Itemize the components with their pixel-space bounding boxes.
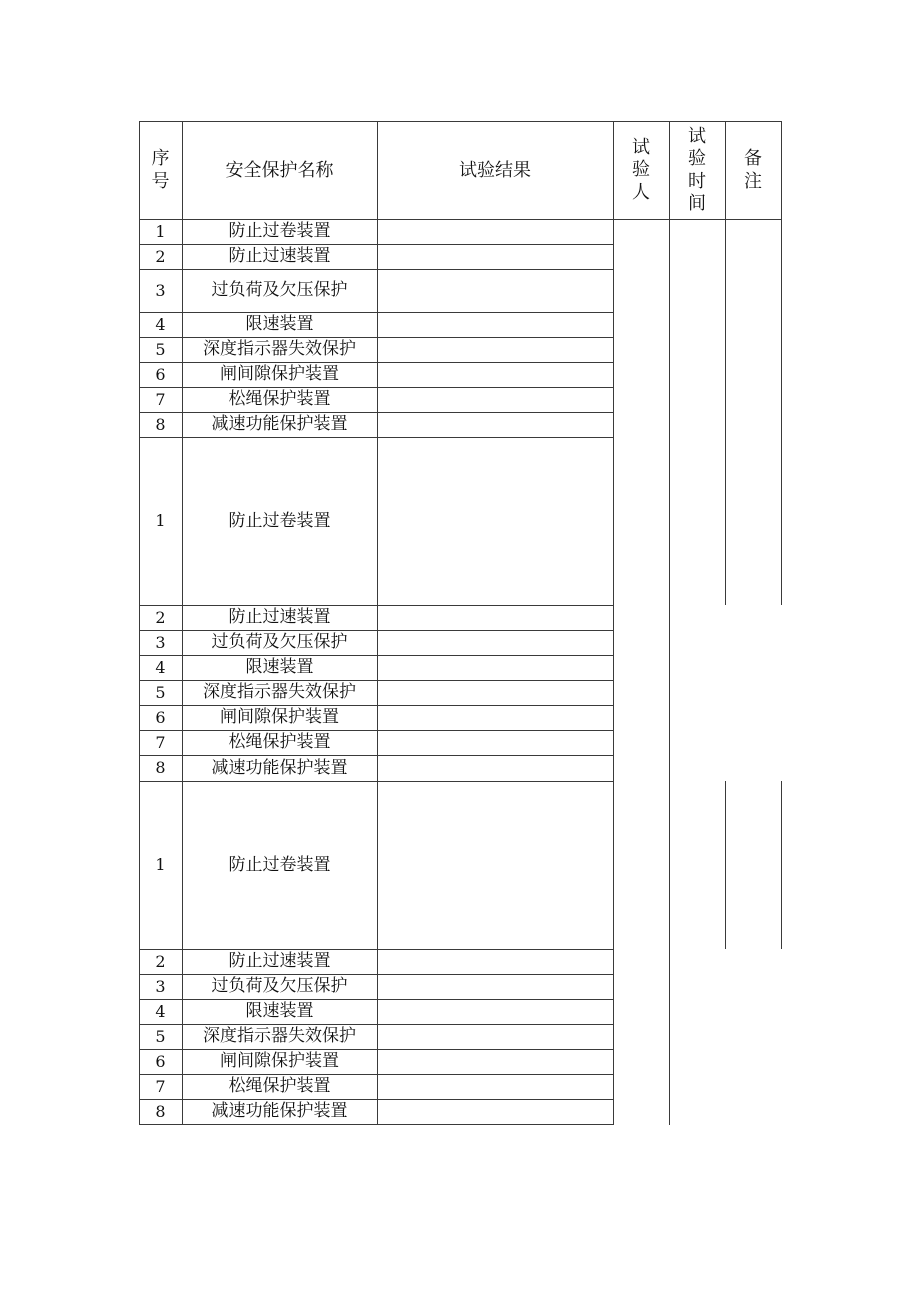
col-divider-name <box>377 121 378 1125</box>
row-divider <box>139 705 613 706</box>
row-number: 4 <box>155 314 166 334</box>
header-time-char: 时 <box>688 170 706 192</box>
row-number: 8 <box>155 1101 166 1121</box>
row-result[interactable] <box>377 781 613 949</box>
row-result[interactable] <box>377 269 613 312</box>
table-border-right <box>781 121 782 605</box>
header-test-result: 试验结果 <box>459 159 531 181</box>
row-divider <box>139 337 613 338</box>
row-result[interactable] <box>377 605 613 630</box>
row-result[interactable] <box>377 219 613 244</box>
header-time-char: 试 <box>688 125 706 147</box>
row-number: 7 <box>155 389 166 409</box>
row-divider <box>139 269 613 270</box>
row-divider <box>139 1049 613 1050</box>
row-number: 6 <box>155 1051 166 1071</box>
header-tester-char: 验 <box>632 159 650 181</box>
row-number: 3 <box>155 976 166 996</box>
row-protection-name: 限速装置 <box>245 1001 314 1021</box>
row-number: 8 <box>155 758 166 777</box>
row-result[interactable] <box>377 337 613 362</box>
row-number: 8 <box>155 414 166 434</box>
row-number: 4 <box>155 657 166 677</box>
row-protection-name: 防止过速装置 <box>228 951 331 971</box>
row-divider <box>139 781 613 782</box>
header-test-time <box>669 122 725 219</box>
header-divider <box>139 219 781 220</box>
row-number: 6 <box>155 364 166 384</box>
row-result[interactable] <box>377 362 613 387</box>
row-divider <box>139 387 613 388</box>
row-result[interactable] <box>377 974 613 999</box>
row-protection-name: 闸间隙保护装置 <box>220 364 339 384</box>
row-divider <box>139 974 613 975</box>
row-number: 5 <box>155 682 166 702</box>
row-protection-name: 闸间隙保护装置 <box>220 1051 339 1071</box>
row-protection-name: 防止过卷装置 <box>228 221 331 241</box>
header-time-char: 验 <box>688 148 706 169</box>
row-protection-name: 深度指示器失效保护 <box>203 682 356 702</box>
row-protection-name: 过负荷及欠压保护 <box>211 632 348 652</box>
row-divider <box>139 362 613 363</box>
row-protection-name: 过负荷及欠压保护 <box>211 280 348 300</box>
row-number: 4 <box>155 1001 166 1021</box>
row-divider <box>139 655 613 656</box>
row-divider <box>139 755 613 756</box>
row-divider <box>139 1074 613 1075</box>
header-tester-char: 试 <box>632 136 650 158</box>
row-number: 2 <box>155 246 166 266</box>
row-number: 5 <box>155 1026 166 1046</box>
row-protection-name: 松绳保护装置 <box>228 1076 331 1096</box>
row-divider <box>139 730 613 731</box>
row-number: 3 <box>155 280 166 300</box>
row-protection-name: 松绳保护装置 <box>228 732 331 752</box>
row-number: 3 <box>155 632 166 652</box>
table-border-bottom <box>139 1124 613 1125</box>
row-result[interactable] <box>377 244 613 269</box>
header-tester <box>613 122 669 219</box>
row-result[interactable] <box>377 1074 613 1099</box>
header-remark-char: 注 <box>744 170 762 192</box>
header-protection-name: 安全保护名称 <box>225 159 334 181</box>
row-result[interactable] <box>377 1099 613 1124</box>
row-result[interactable] <box>377 1024 613 1049</box>
row-protection-name: 过负荷及欠压保护 <box>211 976 348 996</box>
row-protection-name: 限速装置 <box>245 657 314 677</box>
row-number: 7 <box>155 1076 166 1096</box>
row-result[interactable] <box>377 387 613 412</box>
col-divider-result <box>613 121 614 1125</box>
row-divider <box>139 312 613 313</box>
row-number: 2 <box>155 951 166 971</box>
col-divider-time-lower <box>725 781 726 949</box>
row-divider <box>139 630 613 631</box>
header-seq <box>139 122 182 219</box>
row-number: 1 <box>155 855 166 874</box>
row-divider <box>139 1024 613 1025</box>
table-border-right-lower <box>781 781 782 949</box>
row-divider <box>139 680 613 681</box>
row-result[interactable] <box>377 730 613 755</box>
header-seq-char: 序 <box>151 148 170 169</box>
row-divider <box>139 949 613 950</box>
row-divider <box>139 999 613 1000</box>
table-border-left <box>139 121 140 1125</box>
header-time-char: 间 <box>688 193 706 214</box>
row-protection-name: 深度指示器失效保护 <box>203 1026 356 1046</box>
row-protection-name: 防止过卷装置 <box>228 510 331 531</box>
row-number: 5 <box>155 339 166 359</box>
row-protection-name: 限速装置 <box>245 314 314 334</box>
col-divider-seq <box>182 121 183 1125</box>
row-protection-name: 闸间隙保护装置 <box>220 707 339 727</box>
row-number: 2 <box>155 607 166 627</box>
header-remark <box>725 122 781 219</box>
row-result[interactable] <box>377 1049 613 1074</box>
row-number: 6 <box>155 707 166 727</box>
row-protection-name: 减速功能保护装置 <box>211 414 348 434</box>
row-protection-name: 松绳保护装置 <box>228 389 331 409</box>
header-tester-char: 人 <box>632 181 650 203</box>
table-border-top <box>139 121 781 122</box>
row-divider <box>139 1099 613 1100</box>
row-result[interactable] <box>377 412 613 437</box>
row-result[interactable] <box>377 437 613 605</box>
row-result[interactable] <box>377 949 613 974</box>
row-protection-name: 减速功能保护装置 <box>211 757 348 778</box>
row-protection-name: 防止过卷装置 <box>228 854 331 875</box>
header-remark-char: 备 <box>744 148 762 169</box>
row-divider <box>139 412 613 413</box>
row-result[interactable] <box>377 705 613 730</box>
row-number: 1 <box>155 511 166 530</box>
row-result[interactable] <box>377 630 613 655</box>
col-divider-tester <box>669 121 670 1125</box>
row-result[interactable] <box>377 755 613 781</box>
row-protection-name: 防止过速装置 <box>228 607 331 627</box>
col-divider-time <box>725 121 726 605</box>
row-result[interactable] <box>377 999 613 1024</box>
row-divider <box>139 437 613 438</box>
row-number: 1 <box>155 221 166 241</box>
row-protection-name: 减速功能保护装置 <box>211 1101 348 1121</box>
row-divider <box>139 605 613 606</box>
row-protection-name: 深度指示器失效保护 <box>203 339 356 359</box>
row-number: 7 <box>155 732 166 752</box>
row-divider <box>139 244 613 245</box>
row-result[interactable] <box>377 312 613 337</box>
row-result[interactable] <box>377 680 613 705</box>
row-protection-name: 防止过速装置 <box>228 246 331 266</box>
row-result[interactable] <box>377 655 613 680</box>
header-seq-char: 号 <box>151 170 170 192</box>
